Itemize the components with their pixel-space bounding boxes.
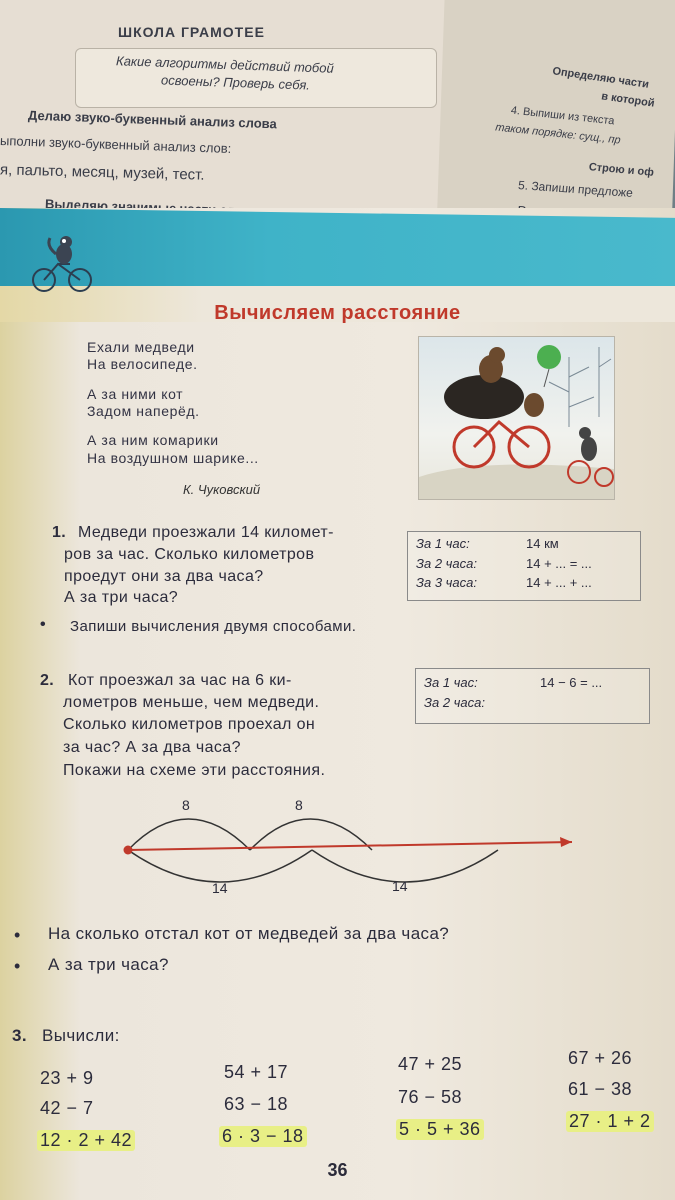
task1-number: 1. [52,524,67,541]
task2-line-1: Кот проезжал за час на 6 ки- [68,672,292,689]
task1-line-4: А за три часа? [64,589,179,606]
underlay-right-l4: таком порядке: сущ., пр [494,121,622,147]
expr-c2-r3: 6 · 3 − 18 [219,1126,307,1147]
expr-c1-r2: 42 − 7 [40,1098,94,1118]
task1-line-3: проедут они за два часа? [64,568,264,585]
underlay-header: ШКОЛА ГРАМОТЕЕ [118,24,265,40]
task1-line-2: ров за час. Сколько километров [64,546,315,563]
task2-calc-box [415,668,650,724]
expr-c4-r1: 67 + 26 [568,1048,633,1068]
task2-line-5: Покажи на схеме эти расстояния. [63,762,326,779]
expr-c3-r2: 76 − 58 [398,1087,463,1107]
expr-c1-r3: 12 · 2 + 42 [37,1130,135,1151]
header-band [0,208,675,290]
underlay-right-l3: 4. Выпиши из текста [510,104,616,128]
question-2: А за три часа? [48,955,169,974]
bears-on-bicycle-illustration [418,336,615,500]
poem-line-1: Ехали медведи [87,339,195,355]
underlay-line2: я, пальто, месяц, музей, тест. [0,161,205,184]
task1-box-label-3: За 3 часа: [416,575,477,590]
question-2-dot: • [14,956,21,976]
page-number: 36 [327,1160,348,1180]
task2-line-4: за час? А за два часа? [63,739,241,756]
underlay-hint-line1: Какие алгоритмы действий тобой [115,53,334,76]
cat-bicycle-icon [26,236,96,294]
bear-arc-1-bottom [128,850,312,882]
task2-line-2: лометров меньше, чем медведи. [63,694,320,711]
task1-box-label-2: За 2 часа: [416,556,477,571]
start-point [124,846,133,855]
expr-c3-r1: 47 + 25 [398,1054,463,1074]
task2-box-value-1: 14 − 6 = ... [540,675,603,690]
poem-line-5: А за ним комарики [87,432,219,448]
expr-c4-r3: 27 · 1 + 2 [566,1111,654,1132]
expr-c2-r2: 63 − 18 [224,1094,289,1114]
diagram-top-label-1: 8 [182,797,190,813]
task1-box-label-1: За 1 час: [416,536,470,551]
task1-calc-box [407,531,641,601]
underlay-section1: Делаю звуко-буквенный анализ слова [27,107,278,132]
diagram-bottom-label-1: 14 [212,880,228,896]
expr-c4-r2: 61 − 38 [568,1079,633,1099]
poem-line-4: Задом наперёд. [87,403,200,419]
task2-number: 2. [40,672,55,689]
cat-arc-1-top [128,819,250,850]
diagram-top-label-2: 8 [295,797,303,813]
task3-heading: Вычисли: [42,1026,120,1045]
expr-c3-r3: 5 · 5 + 36 [396,1119,484,1140]
task2-box-label-1: За 1 час: [424,675,478,690]
poem-line-3: А за ними кот [87,386,184,402]
task1-bullet-dot: • [40,616,47,633]
task1-box-value-1: 14 км [526,536,559,551]
distance-ray [128,842,572,850]
diagram-bottom-label-2: 14 [392,878,408,894]
question-1: На сколько отстал кот от медведей за два часа? [48,924,450,943]
underlay-line1: ыполни звуко-буквенный анализ слов: [0,132,232,157]
expr-c1-r1: 23 + 9 [40,1068,94,1088]
underlay-hint-box [75,48,437,108]
underlay-hint-line2: освоены? Проверь себя. [160,72,311,93]
task1-box-value-3: 14 + ... + ... [526,575,592,590]
poem-line-2: На велосипеде. [87,356,198,372]
underlay-right-l6: 5. Запиши предложе [517,178,634,200]
task2-box-label-2: За 2 часа: [424,695,485,710]
ray-arrowhead [560,837,572,847]
task1-box-value-2: 14 + ... = ... [526,556,592,571]
page-title: Вычисляем расстояние [214,302,461,324]
underlay-right-l1: Определяю части [551,65,650,91]
underlay-right-l5: Строю и оф [588,161,655,179]
question-1-dot: • [14,925,21,945]
poem-line-6: На воздушном шарике... [87,450,259,466]
expr-c2-r1: 54 + 17 [224,1062,289,1082]
task1-bullet: Запиши вычисления двумя способами. [70,618,357,635]
poem-author: К. Чуковский [183,482,261,497]
underlay-right-l2: в которой [600,90,656,110]
task1-line-1: Медведи проезжали 14 километ- [78,524,334,541]
task2-line-3: Сколько километров проехал он [63,716,316,733]
task3-number: 3. [12,1026,27,1045]
